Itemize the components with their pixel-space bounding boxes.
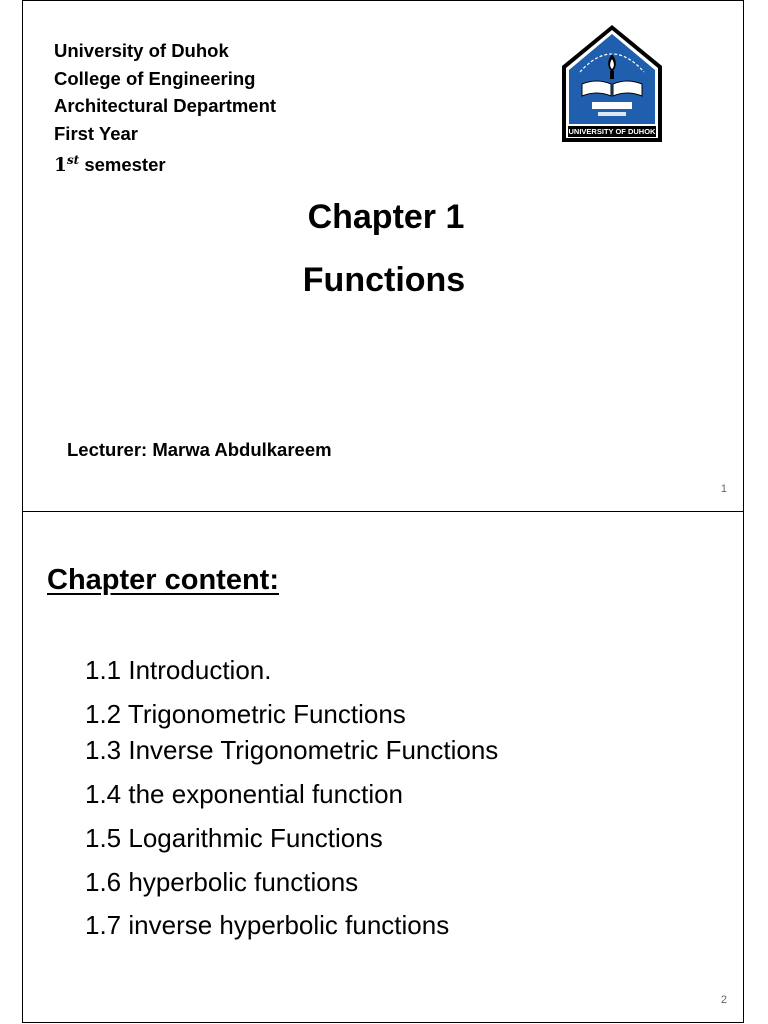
list-item: 1.3 Inverse Trigonometric Functions <box>85 735 499 765</box>
list-item: 1.5 Logarithmic Functions <box>85 823 383 853</box>
semester-text: semester <box>84 154 166 175</box>
institution-header <box>54 37 276 180</box>
chapter-subtitle: Functions <box>302 261 466 299</box>
list-item: 1.4 the exponential function <box>85 779 404 809</box>
logo-banner-text: UNIVERSITY OF DUHOK <box>568 127 656 136</box>
list-item: 1.1 Introduction. <box>85 655 272 685</box>
university-name: University of Duhok <box>54 40 229 61</box>
list-item: 1.2 Trigonometric Functions <box>85 699 406 729</box>
college-name: College of Engineering <box>54 67 256 89</box>
page-number: 1 <box>720 483 727 495</box>
list-item: 1.7 inverse hyperbolic functions <box>85 910 450 940</box>
department-name: Architectural Department <box>54 95 277 116</box>
semester-number: 1 <box>54 155 67 176</box>
slide-2 <box>22 511 744 1023</box>
list-item: 1.6 hyperbolic functions <box>85 867 359 897</box>
year-label: First Year <box>54 122 138 144</box>
semester-label <box>54 147 276 180</box>
chapter-title: Chapter 1 <box>307 198 465 236</box>
chapter-content-heading: Chapter content: <box>47 564 279 596</box>
slide-1 <box>22 0 744 512</box>
semester-superscript: st <box>66 153 80 167</box>
lecturer-name: Lecturer: Marwa Abdulkareem <box>67 439 332 460</box>
page-number: 2 <box>720 994 727 1006</box>
